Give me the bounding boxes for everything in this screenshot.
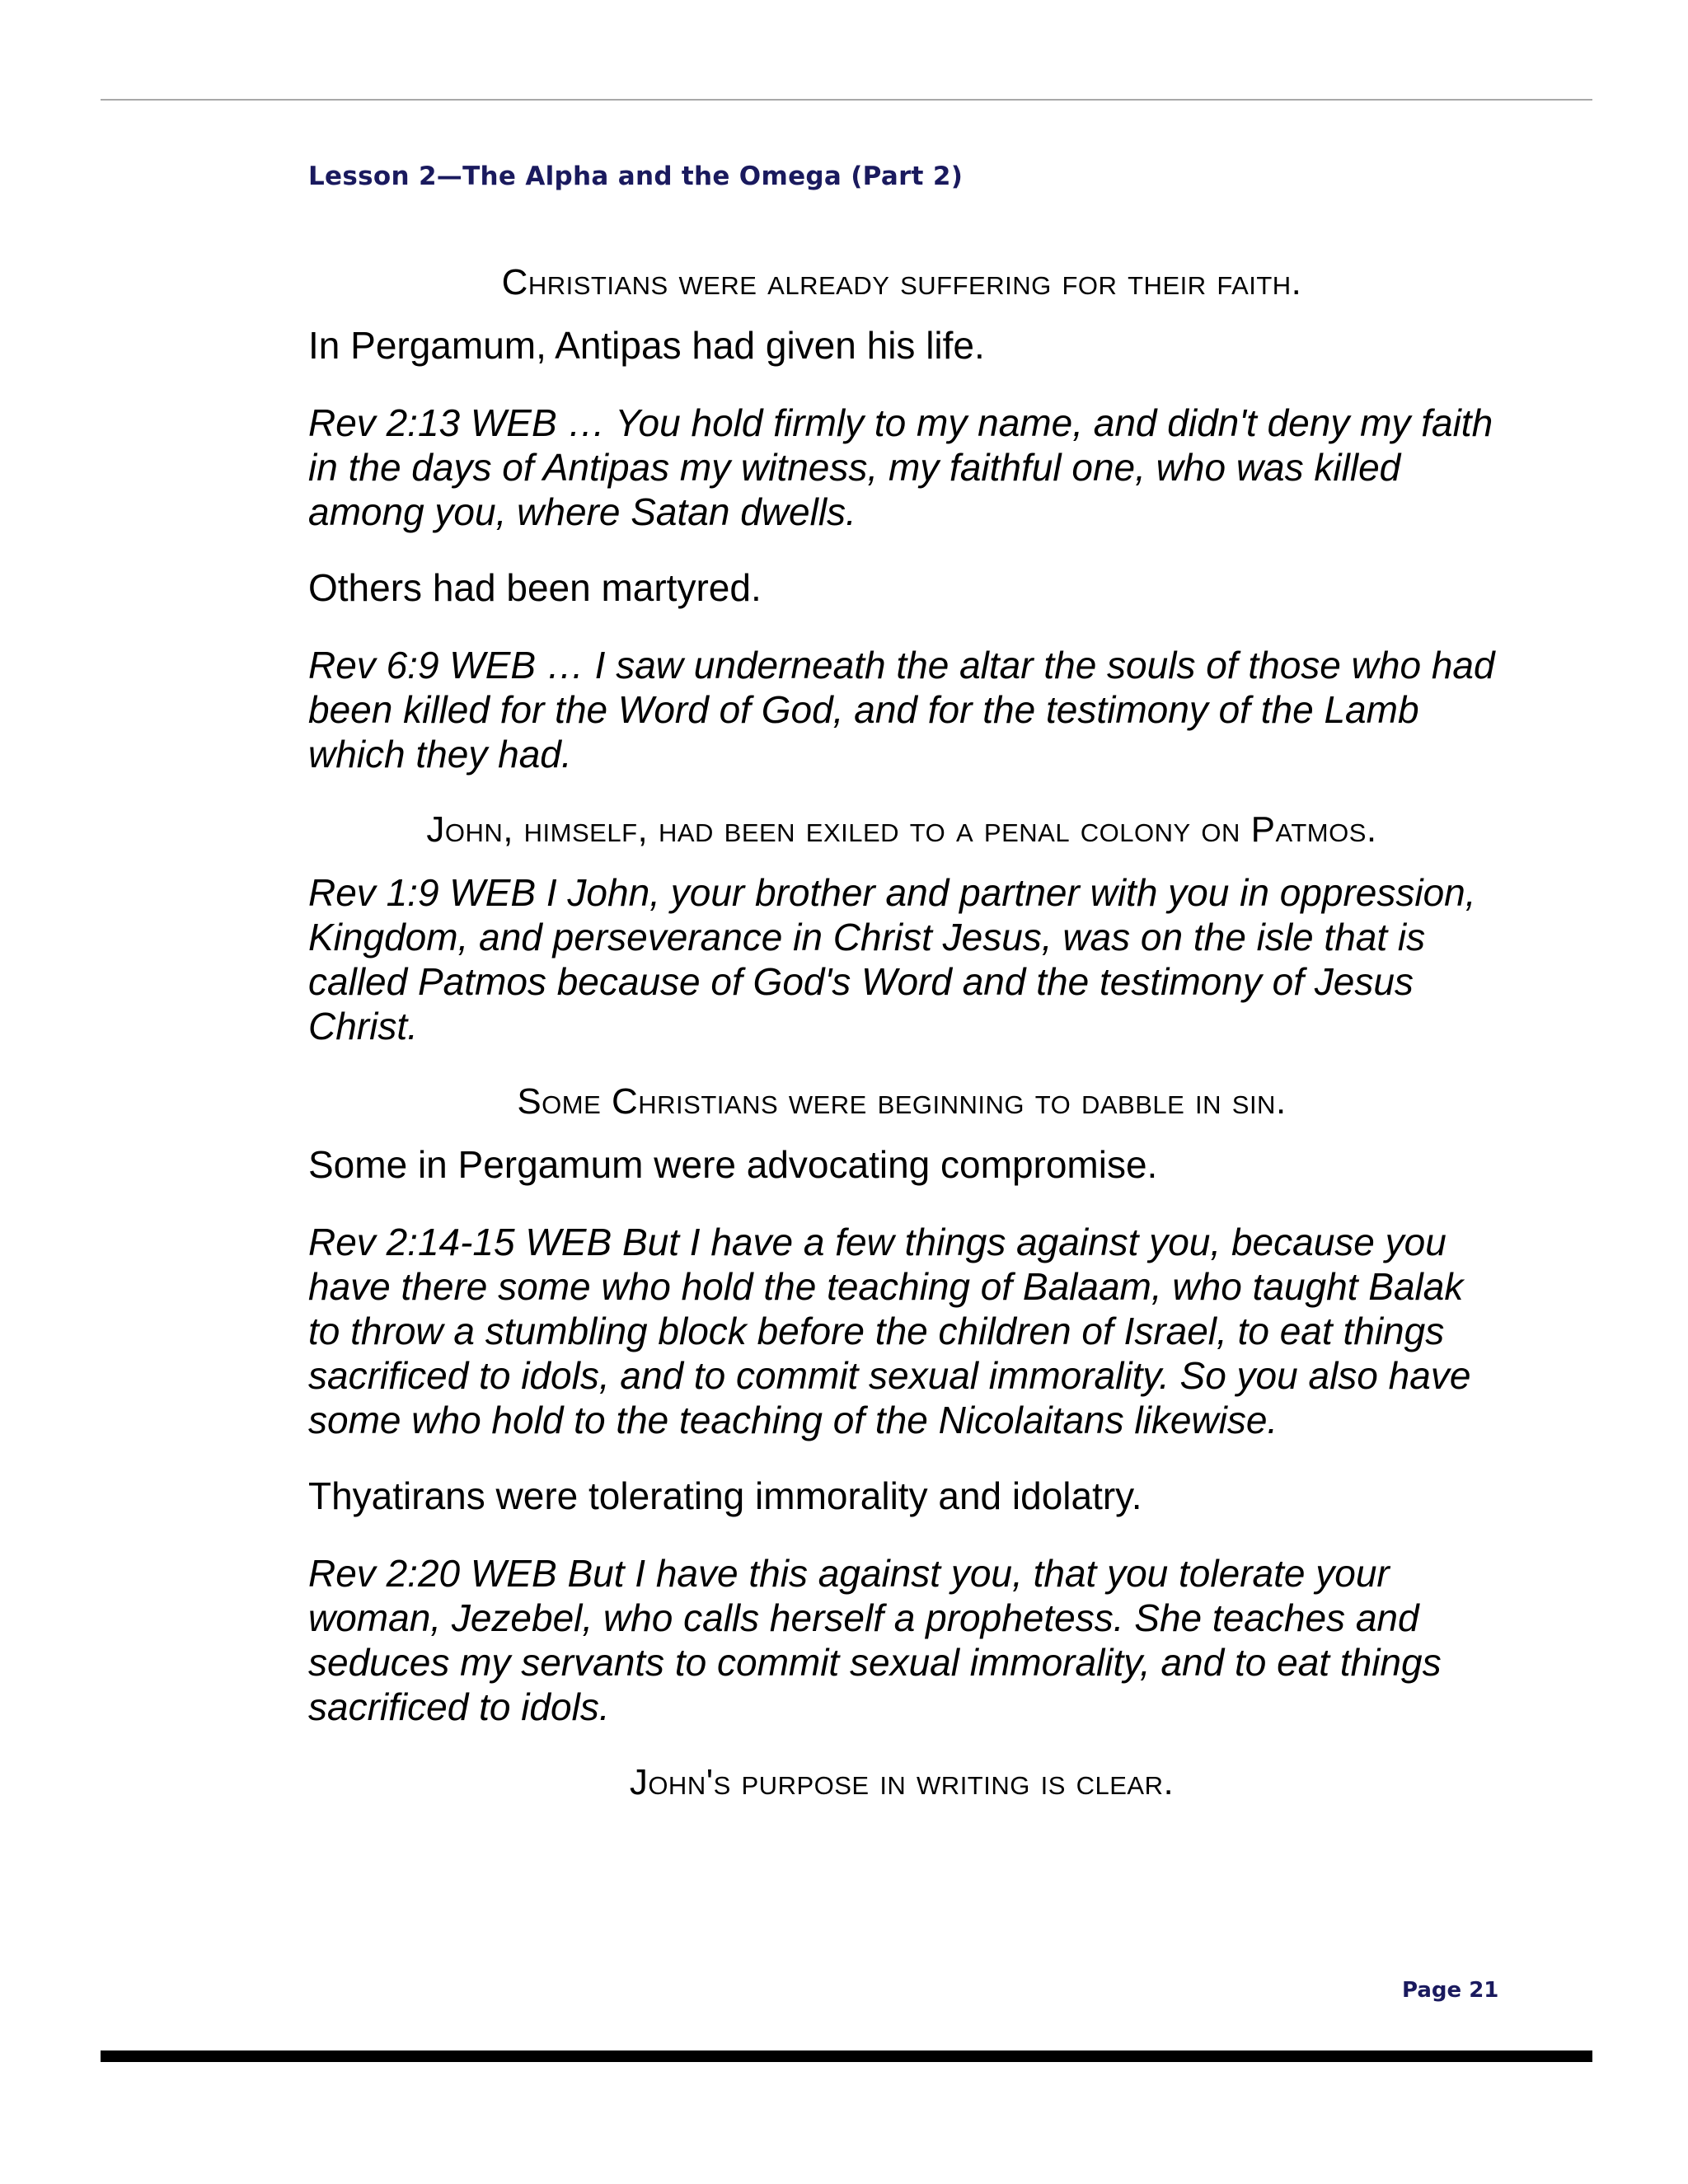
scripture-quote: Rev 6:9 WEB … I saw underneath the altar the souls of those who had been killed for the Word of God, and for the testimony of the Lamb which they had. bbox=[308, 644, 1495, 776]
section-heading: John, himself, had been exiled to a penal colony on Patmos. bbox=[426, 809, 1377, 850]
page-body bbox=[308, 260, 1495, 1823]
lesson-title: Lesson 2—The Alpha and the Omega (Part 2) bbox=[308, 162, 964, 191]
top-divider bbox=[101, 99, 1592, 101]
body-paragraph: Some in Pergamum were advocating compromise. bbox=[308, 1143, 1158, 1186]
section-heading: Some Christians were beginning to dabble in sin. bbox=[517, 1081, 1287, 1122]
scripture-quote: Rev 2:14-15 WEB But I have a few things against you, because you have there some who hold the teaching of Balaam, who taught Balak to throw a stumbling block before the children of Israel, to eat things sacrificed to idols, and to commit sexual immorality. So you also have some who hold to the teaching of the Nicolaitans likewise. bbox=[308, 1221, 1471, 1441]
page-number: Page 21 bbox=[1402, 1978, 1499, 2003]
body-paragraph: Thyatirans were tolerating immorality and idolatry. bbox=[308, 1474, 1142, 1517]
scripture-quote: Rev 2:13 WEB … You hold firmly to my name, and didn't deny my faith in the days of Antipas my witness, my faithful one, who was killed among you, where Satan dwells. bbox=[308, 401, 1493, 533]
scripture-quote: Rev 2:20 WEB But I have this against you, that you tolerate your woman, Jezebel, who calls herself a prophetess. She teaches and seduces my servants to commit sexual immorality, and to eat things sacrificed to idols. bbox=[308, 1552, 1442, 1728]
section-heading: John's purpose in writing is clear. bbox=[629, 1762, 1175, 1802]
body-paragraph: Others had been martyred. bbox=[308, 566, 762, 609]
bottom-divider bbox=[101, 2050, 1592, 2062]
body-paragraph: In Pergamum, Antipas had given his life. bbox=[308, 324, 985, 367]
scripture-quote: Rev 1:9 WEB I John, your brother and partner with you in oppression, Kingdom, and perseverance in Christ Jesus, was on the isle that is called Patmos because of God's Word and the testimony of Jesus Christ. bbox=[308, 871, 1476, 1047]
section-heading: Christians were already suffering for their faith. bbox=[501, 262, 1302, 302]
